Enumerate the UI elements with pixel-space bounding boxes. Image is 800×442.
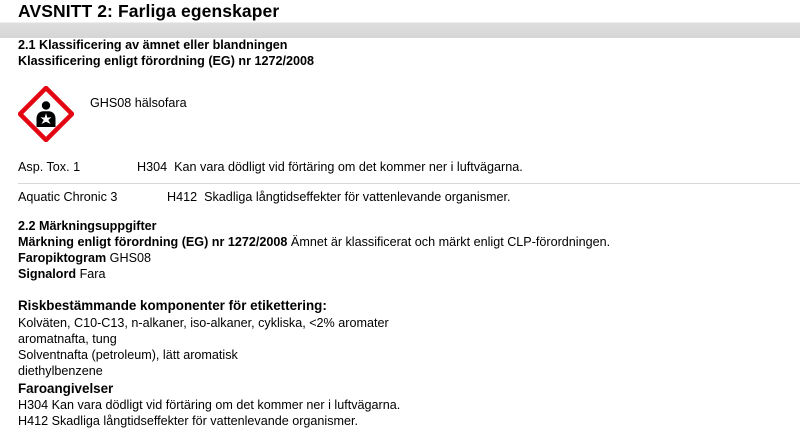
hazard-text: Skadliga långtidseffekter för vattenlevande organismer. (204, 190, 511, 204)
pictogram-label: GHS08 hälsofara (90, 96, 187, 110)
hazard-text: Kan vara dödligt vid förtäring om det kommer ner i luftvägarna. (174, 160, 523, 174)
row-divider (18, 183, 800, 184)
classification-category: Asp. Tox. 1 (18, 160, 81, 174)
classification-category: Aquatic Chronic 3 (18, 190, 118, 204)
pictogram-row (18, 251, 151, 266)
component-item: aromatnafta, tung (18, 332, 117, 346)
component-item: Solventnafta (petroleum), lätt aromatisk (18, 348, 238, 362)
signal-word-value: Fara (79, 267, 106, 281)
hazard-code: H412 (167, 190, 198, 204)
hazard-statement: H412 Skadliga långtidseffekter för vattenlevande organismer. (18, 414, 359, 428)
labeling-regulation (18, 235, 610, 250)
classification-statement (137, 160, 523, 174)
components-heading: Riskbestämmande komponenter för etikettering: (18, 298, 327, 313)
labeling-regulation-text: Ämnet är klassificerat och märkt enligt CLP-förordningen. (290, 235, 611, 249)
labeling-heading: 2.2 Märkningsuppgifter (18, 219, 157, 233)
signal-word-key: Signalord (18, 267, 77, 281)
hazard-code: H304 (137, 160, 168, 174)
ghs08-health-hazard-icon (18, 86, 74, 142)
component-item: diethylbenzene (18, 364, 103, 378)
hazard-statements-heading: Faroangivelser (18, 381, 114, 396)
signal-word-row (18, 267, 105, 282)
pictogram-value: GHS08 (109, 251, 151, 265)
classification-subheading: Klassificering enligt förordning (EG) nr 1272/2008 (18, 54, 315, 68)
component-item: Kolväten, C10-C13, n-alkaner, iso-alkaner, cykliska, <2% aromater (18, 316, 389, 330)
section-title: AVSNITT 2: Farliga egenskaper (18, 1, 280, 21)
classification-heading: 2.1 Klassificering av ämnet eller blandningen (18, 38, 288, 52)
hazard-statement: H304 Kan vara dödligt vid förtäring om det kommer ner i luftvägarna. (18, 398, 401, 412)
labeling-regulation-label: Märkning enligt förordning (EG) nr 1272/2008 (18, 235, 288, 249)
classification-statement (167, 190, 511, 204)
pictogram-key: Faropiktogram (18, 251, 107, 265)
